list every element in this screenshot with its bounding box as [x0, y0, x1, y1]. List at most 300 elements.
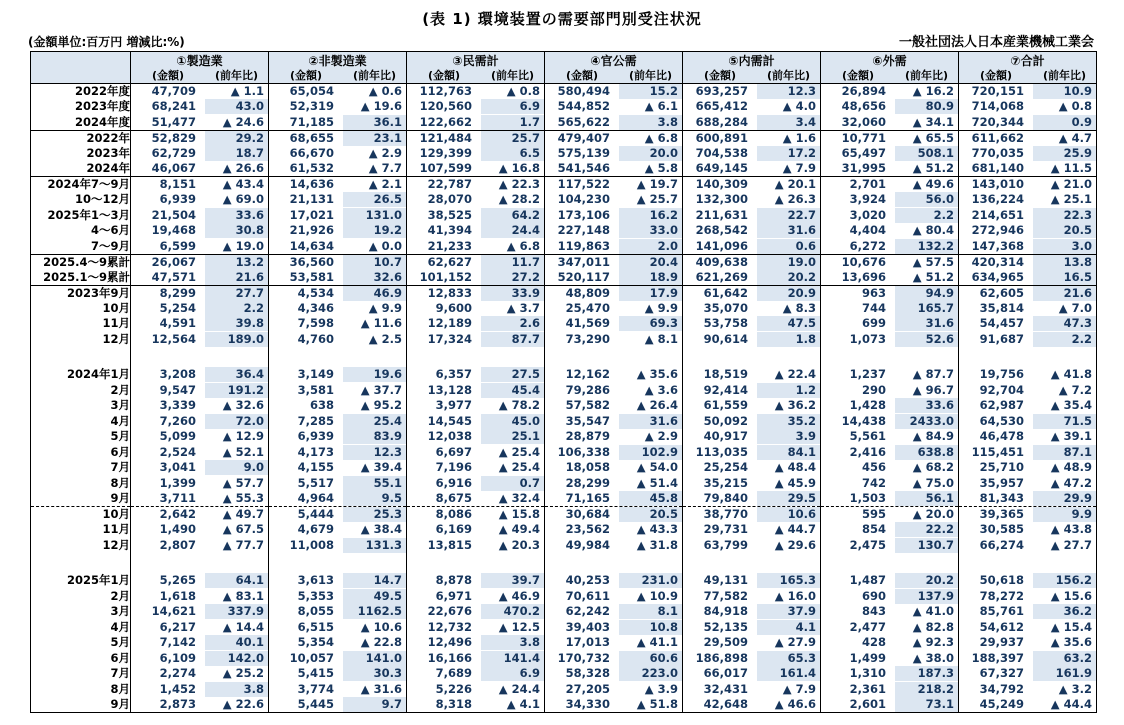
- amount-value: 5,099: [159, 429, 196, 444]
- yoy-value: 3.8: [619, 115, 682, 130]
- yoy-value: 56.1: [895, 491, 958, 506]
- yoy-value: ▲ 16.2: [912, 84, 954, 98]
- data-cell: [959, 414, 1097, 430]
- yoy-value: 24.4: [481, 223, 544, 238]
- yoy-value: 27.5: [481, 367, 544, 382]
- amount-value: 6,357: [435, 367, 472, 382]
- data-cell: [131, 383, 269, 399]
- data-cell: [545, 398, 683, 414]
- yoy-value: 22.7: [757, 208, 820, 223]
- amount-value: 420,314: [971, 254, 1024, 269]
- amount-value: 688,284: [695, 114, 748, 129]
- data-cell: [959, 460, 1097, 476]
- amount-value: 13,815: [427, 537, 472, 552]
- yoy-value: 31.6: [895, 316, 958, 331]
- data-cell: [545, 635, 683, 651]
- table-row: [31, 161, 1097, 177]
- amount-value: 17,324: [427, 331, 472, 346]
- amount-value: 2,416: [849, 444, 886, 459]
- yoy-value: 87.1: [1033, 445, 1096, 460]
- data-cell: [407, 445, 545, 461]
- amount-value: 268,542: [695, 223, 748, 238]
- row-label: 2月: [110, 382, 130, 397]
- yoy-value: ▲ 35.6: [636, 367, 678, 382]
- yoy-value: 638.8: [895, 445, 958, 460]
- yoy-value: ▲ 78.2: [498, 398, 540, 413]
- amount-value: 6,697: [435, 444, 472, 459]
- yoy-value: ▲ 9.9: [644, 300, 678, 315]
- yoy-value: 64.2: [481, 208, 544, 223]
- amount-value: 2,274: [159, 666, 196, 681]
- data-cell: [269, 651, 407, 667]
- data-cell: [821, 161, 959, 177]
- amount-value: 62,729: [151, 145, 196, 160]
- table-row: [31, 146, 1097, 162]
- amount-value: 46,478: [979, 429, 1024, 444]
- amount-value: 2,701: [849, 177, 886, 191]
- amount-value: 4,591: [159, 316, 196, 331]
- yoy-value: ▲ 65.5: [912, 130, 954, 145]
- yoy-value: 39.7: [481, 573, 544, 588]
- amount-value: 61,559: [703, 398, 748, 413]
- yoy-value: 60.6: [619, 651, 682, 666]
- data-cell: [545, 316, 683, 332]
- yoy-value: ▲ 24.6: [222, 114, 264, 129]
- data-cell: [131, 347, 269, 367]
- data-cell: [959, 332, 1097, 348]
- data-cell: [545, 507, 683, 523]
- data-cell: [959, 445, 1097, 461]
- amount-value: 1,618: [159, 588, 196, 603]
- amount-value: 112,763: [419, 84, 472, 98]
- data-cell: [131, 604, 269, 620]
- amount-value: 2,873: [159, 697, 196, 711]
- yoy-value: 1162.5: [343, 604, 406, 619]
- data-cell: [821, 347, 959, 367]
- amount-value: 5,265: [159, 573, 196, 588]
- amount-value: 3,339: [159, 398, 196, 413]
- amount-value: 66,017: [703, 666, 748, 681]
- yoy-value: ▲ 37.7: [360, 382, 402, 397]
- amount-value: 70,611: [565, 588, 610, 603]
- amount-value: 14,634: [289, 238, 334, 253]
- data-cell: [959, 115, 1097, 131]
- row-label: 10〜12月: [74, 192, 130, 207]
- amount-value: 5,445: [297, 697, 334, 711]
- yoy-value: ▲ 28.2: [498, 192, 540, 207]
- data-cell: [545, 697, 683, 713]
- data-cell: [131, 491, 269, 507]
- data-cell: [959, 177, 1097, 193]
- yoy-value: 470.2: [481, 604, 544, 619]
- yoy-value: 21.6: [205, 270, 268, 285]
- yoy-value: 6.9: [481, 99, 544, 114]
- table-row: [31, 573, 1097, 589]
- data-cell: [269, 398, 407, 414]
- yoy-value: 3.0: [1033, 239, 1096, 254]
- data-cell: [821, 507, 959, 523]
- table-row: [31, 115, 1097, 131]
- yoy-value: ▲ 22.6: [222, 697, 264, 711]
- data-cell: [959, 491, 1097, 507]
- yoy-value: 102.9: [619, 445, 682, 460]
- data-cell: [821, 254, 959, 270]
- table-row: [31, 270, 1097, 286]
- yoy-value: 18.7: [205, 146, 268, 161]
- amount-value: 61,532: [289, 161, 334, 175]
- amount-value: 714,068: [971, 99, 1024, 114]
- row-label: 7月: [110, 666, 130, 681]
- subheader-amount: (金額): [289, 68, 323, 82]
- yoy-value: 45.8: [619, 491, 682, 506]
- yoy-value: 132.2: [895, 239, 958, 254]
- subheader-amount: (金額): [979, 68, 1013, 82]
- data-cell: [131, 367, 269, 383]
- yoy-value: ▲ 10.6: [360, 619, 402, 634]
- row-label: [31, 553, 131, 573]
- amount-value: 173,106: [557, 207, 610, 222]
- data-cell: [269, 161, 407, 177]
- yoy-value: 15.2: [619, 84, 682, 99]
- amount-value: 19,468: [151, 223, 196, 238]
- amount-value: 6,217: [159, 619, 196, 634]
- amount-value: 58,328: [565, 666, 610, 681]
- subheader-amount: (金額): [841, 68, 875, 82]
- data-cell: [959, 99, 1097, 115]
- data-cell: [959, 522, 1097, 538]
- amount-value: 854: [861, 522, 886, 537]
- data-cell: [821, 367, 959, 383]
- amount-value: 575,139: [557, 145, 610, 160]
- table-row: [31, 589, 1097, 605]
- subheader-amount: (金額): [427, 68, 461, 82]
- amount-value: 3,774: [297, 681, 334, 696]
- yoy-value: 130.7: [895, 538, 958, 553]
- yoy-value: 508.1: [895, 146, 958, 161]
- row-label: 2022年度: [74, 84, 130, 98]
- yoy-value: ▲ 57.5: [912, 254, 954, 269]
- amount-value: 2,807: [159, 537, 196, 552]
- amount-value: 4,404: [849, 223, 886, 238]
- yoy-value: ▲ 2.1: [368, 177, 402, 191]
- data-cell: [269, 476, 407, 492]
- yoy-value: 9.7: [343, 697, 406, 712]
- data-cell: [131, 301, 269, 317]
- yoy-value: ▲ 51.2: [912, 269, 954, 284]
- data-cell: [959, 697, 1097, 713]
- amount-value: 64,530: [979, 413, 1024, 428]
- yoy-value: ▲ 15.4: [1050, 619, 1092, 634]
- amount-value: 4,173: [297, 444, 334, 459]
- data-cell: [959, 285, 1097, 301]
- amount-value: 35,215: [703, 475, 748, 490]
- column-group-label: ⑦合計: [1010, 53, 1045, 68]
- amount-value: 35,070: [703, 300, 748, 315]
- amount-value: 1,503: [849, 491, 886, 505]
- amount-value: 51,477: [151, 114, 196, 129]
- yoy-value: ▲ 25.2: [222, 666, 264, 681]
- data-cell: [131, 130, 269, 146]
- data-cell: [683, 177, 821, 193]
- yoy-value: ▲ 3.6: [644, 382, 678, 397]
- data-cell: [269, 414, 407, 430]
- data-cell: [683, 130, 821, 146]
- yoy-value: ▲ 12.9: [222, 429, 264, 444]
- yoy-value: ▲ 46.9: [498, 588, 540, 603]
- data-cell: [269, 589, 407, 605]
- yoy-value: ▲ 75.0: [912, 475, 954, 490]
- yoy-value: ▲ 67.5: [222, 522, 264, 537]
- amount-value: 638: [309, 398, 334, 413]
- yoy-value: 65.3: [757, 651, 820, 666]
- amount-value: 5,254: [159, 300, 196, 315]
- amount-value: 21,926: [289, 223, 334, 238]
- yoy-value: 137.9: [895, 589, 958, 604]
- data-cell: [407, 522, 545, 538]
- yoy-value: 0.7: [481, 476, 544, 491]
- yoy-value: ▲ 11.5: [1050, 161, 1092, 175]
- yoy-value: 73.1: [895, 697, 958, 712]
- amount-value: 2,524: [159, 444, 196, 459]
- amount-value: 90,614: [703, 331, 748, 346]
- data-cell: [683, 491, 821, 507]
- table-row: [31, 84, 1097, 100]
- row-label: 2月: [110, 588, 130, 603]
- amount-value: 1,499: [849, 650, 886, 665]
- yoy-value: 131.0: [343, 208, 406, 223]
- amount-value: 1,310: [849, 666, 886, 681]
- yoy-value: 6.9: [481, 666, 544, 681]
- yoy-value: ▲ 80.4: [912, 223, 954, 238]
- yoy-value: ▲ 38.4: [360, 522, 402, 537]
- amount-value: 66,274: [979, 537, 1024, 552]
- amount-value: 580,494: [557, 84, 610, 98]
- yoy-value: 20.0: [619, 146, 682, 161]
- yoy-value: ▲ 25.7: [636, 192, 678, 207]
- data-cell: [131, 414, 269, 430]
- header-group-external-demand: [821, 52, 959, 84]
- table-row: [31, 99, 1097, 115]
- yoy-value: ▲ 41.8: [1050, 367, 1092, 382]
- data-cell: [683, 316, 821, 332]
- data-cell: [269, 192, 407, 208]
- data-cell: [407, 367, 545, 383]
- data-cell: [545, 573, 683, 589]
- amount-value: 8,151: [159, 177, 196, 191]
- amount-value: 115,451: [971, 444, 1024, 459]
- data-cell: [269, 367, 407, 383]
- data-cell: [407, 429, 545, 445]
- data-cell: [821, 332, 959, 348]
- data-cell: [407, 285, 545, 301]
- yoy-value: ▲ 25.4: [498, 460, 540, 475]
- yoy-value: ▲ 20.3: [498, 537, 540, 552]
- data-cell: [545, 208, 683, 224]
- amount-value: 12,189: [427, 316, 472, 331]
- amount-value: 38,525: [427, 207, 472, 222]
- yoy-value: 16.2: [619, 208, 682, 223]
- yoy-value: 25.7: [481, 131, 544, 146]
- data-cell: [269, 332, 407, 348]
- amount-value: 6,916: [435, 475, 472, 490]
- amount-value: 22,787: [427, 177, 472, 191]
- yoy-value: 10.7: [343, 255, 406, 270]
- data-cell: [821, 414, 959, 430]
- yoy-value: ▲ 43.8: [1050, 522, 1092, 537]
- data-cell: [821, 115, 959, 131]
- yoy-value: ▲ 32.6: [222, 398, 264, 413]
- data-cell: [683, 604, 821, 620]
- yoy-value: ▲ 16.8: [498, 161, 540, 175]
- data-cell: [269, 383, 407, 399]
- column-group-label: ⑥外需: [872, 53, 907, 68]
- amount-value: 14,438: [841, 413, 886, 428]
- row-label: 2025年1〜3月: [47, 207, 130, 222]
- amount-value: 4,964: [297, 491, 334, 505]
- amount-value: 456: [861, 460, 886, 475]
- data-cell: [131, 460, 269, 476]
- table-row: [31, 223, 1097, 239]
- data-cell: [269, 301, 407, 317]
- data-cell: [683, 115, 821, 131]
- meta-row: [0, 31, 1124, 51]
- yoy-value: 64.1: [205, 573, 268, 588]
- amount-value: 47,709: [151, 84, 196, 98]
- table-row: [31, 254, 1097, 270]
- data-cell: [407, 697, 545, 713]
- data-cell: [269, 254, 407, 270]
- yoy-value: 32.6: [343, 270, 406, 285]
- yoy-value: ▲ 3.7: [506, 300, 540, 315]
- yoy-value: ▲ 34.1: [912, 114, 954, 129]
- data-cell: [821, 270, 959, 286]
- data-cell: [683, 99, 821, 115]
- amount-value: 720,151: [971, 84, 1024, 98]
- amount-value: 68,241: [151, 99, 196, 114]
- data-cell: [545, 666, 683, 682]
- amount-value: 107,599: [419, 161, 472, 175]
- data-cell: [959, 538, 1097, 554]
- amount-value: 41,569: [565, 316, 610, 331]
- table-row: [31, 383, 1097, 399]
- orders-table: [30, 51, 1097, 713]
- amount-value: 565,622: [557, 114, 610, 129]
- amount-value: 12,162: [565, 367, 610, 382]
- amount-value: 120,560: [419, 99, 472, 114]
- yoy-value: ▲ 6.8: [644, 130, 678, 145]
- data-cell: [959, 347, 1097, 367]
- data-cell: [131, 553, 269, 573]
- yoy-value: 2.2: [895, 208, 958, 223]
- table-row: [31, 651, 1097, 667]
- data-cell: [821, 84, 959, 100]
- yoy-value: 223.0: [619, 666, 682, 681]
- amount-value: 40,917: [703, 429, 748, 444]
- amount-value: 117,522: [557, 177, 610, 191]
- amount-value: 53,581: [289, 269, 334, 284]
- amount-value: 36,560: [289, 254, 334, 269]
- data-cell: [407, 270, 545, 286]
- data-cell: [131, 161, 269, 177]
- amount-value: 23,562: [565, 522, 610, 537]
- amount-value: 2,477: [849, 619, 886, 634]
- amount-value: 29,937: [979, 635, 1024, 650]
- amount-value: 681,140: [971, 161, 1024, 175]
- data-cell: [131, 697, 269, 713]
- yoy-value: 35.2: [757, 414, 820, 429]
- yoy-value: ▲ 26.6: [222, 161, 264, 175]
- table-row: [31, 192, 1097, 208]
- subheader-amount: (金額): [565, 68, 599, 82]
- data-cell: [545, 223, 683, 239]
- yoy-value: 46.9: [343, 286, 406, 301]
- amount-value: 214,651: [971, 207, 1024, 222]
- data-cell: [407, 316, 545, 332]
- yoy-value: ▲ 31.6: [360, 681, 402, 696]
- yoy-value: ▲ 41.0: [912, 604, 954, 619]
- yoy-value: 161.9: [1033, 666, 1096, 681]
- data-cell: [683, 367, 821, 383]
- amount-value: 52,135: [703, 619, 748, 634]
- amount-value: 4,346: [297, 300, 334, 315]
- amount-value: 136,224: [971, 192, 1024, 207]
- row-label: 9月: [110, 491, 130, 505]
- amount-value: 4,534: [297, 285, 334, 300]
- yoy-value: 218.2: [895, 682, 958, 697]
- row-label: 12月: [102, 331, 130, 346]
- yoy-value: ▲ 15.8: [498, 507, 540, 521]
- amount-value: 34,792: [979, 681, 1024, 696]
- amount-value: 5,415: [297, 666, 334, 681]
- row-label: 12月: [102, 537, 130, 552]
- yoy-value: 10.6: [757, 507, 820, 522]
- row-label: 2025年1月: [66, 573, 130, 588]
- data-cell: [269, 316, 407, 332]
- data-cell: [821, 285, 959, 301]
- amount-value: 92,704: [979, 382, 1024, 397]
- amount-value: 141,096: [695, 238, 748, 253]
- amount-value: 9,547: [159, 382, 196, 397]
- data-cell: [545, 553, 683, 573]
- amount-value: 2,642: [159, 507, 196, 521]
- amount-value: 92,414: [703, 382, 748, 397]
- amount-value: 67,327: [979, 666, 1024, 681]
- data-cell: [683, 507, 821, 523]
- subheader-yoy: (前年比): [766, 68, 810, 82]
- data-cell: [407, 538, 545, 554]
- data-cell: [683, 445, 821, 461]
- data-cell: [269, 146, 407, 162]
- amount-value: 32,060: [841, 114, 886, 129]
- yoy-value: 39.8: [205, 316, 268, 331]
- header-group-nonmanufacturing: [269, 52, 407, 84]
- amount-value: 61,642: [703, 285, 748, 300]
- data-cell: [407, 383, 545, 399]
- row-label: 6月: [110, 650, 130, 665]
- yoy-value: ▲ 7.2: [1058, 382, 1092, 397]
- yoy-value: 27.2: [481, 270, 544, 285]
- spacer-row: [31, 553, 1097, 573]
- yoy-value: 156.2: [1033, 573, 1096, 588]
- yoy-value: 11.7: [481, 255, 544, 270]
- data-cell: [959, 239, 1097, 255]
- yoy-value: 19.6: [343, 367, 406, 382]
- data-cell: [821, 476, 959, 492]
- data-cell: [407, 635, 545, 651]
- data-cell: [131, 666, 269, 682]
- amount-value: 520,117: [557, 269, 610, 284]
- data-cell: [545, 445, 683, 461]
